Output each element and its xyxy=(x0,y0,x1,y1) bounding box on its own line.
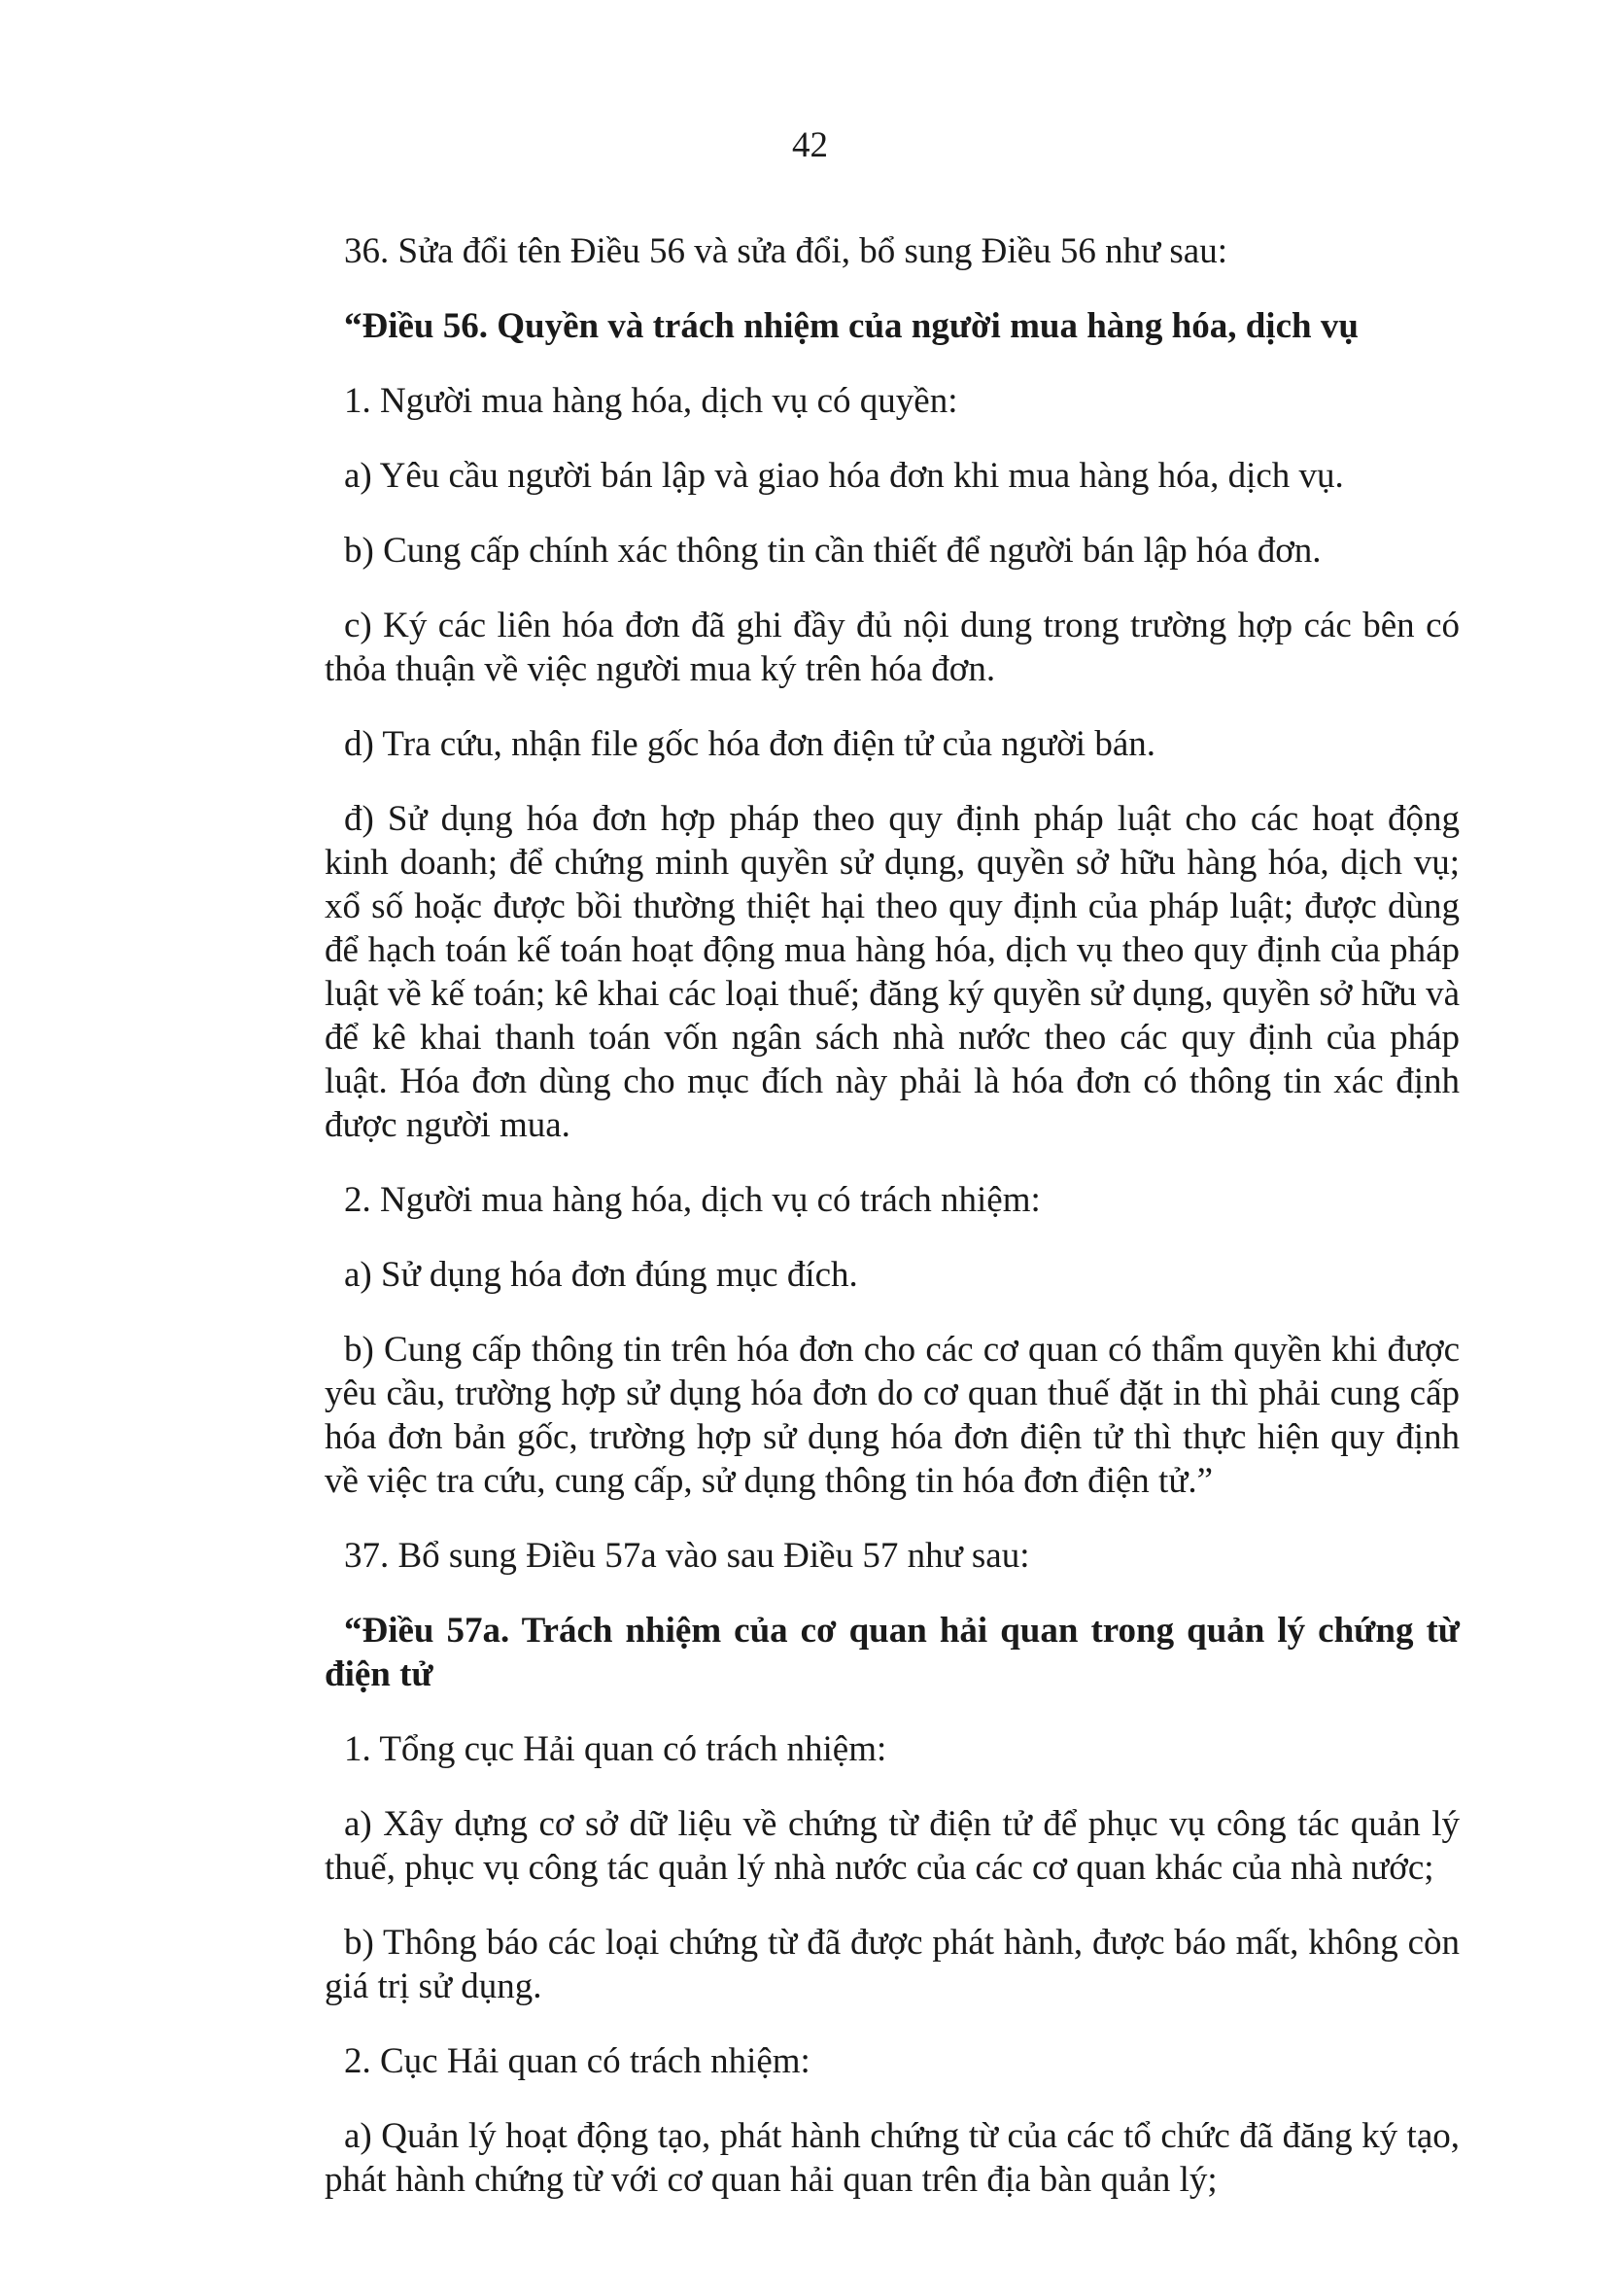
paragraph: b) Cung cấp chính xác thông tin cần thiết để người bán lập hóa đơn. xyxy=(344,531,1322,571)
paragraph: 37. Bổ sung Điều 57a vào sau Điều 57 như sau: xyxy=(344,1536,1030,1576)
paragraph: b) Thông báo các loại chứng từ đã được phát hành, được báo mất, không còn giá trị sử dụng. xyxy=(325,1923,1460,2006)
paragraph: a) Sử dụng hóa đơn đúng mục đích. xyxy=(344,1255,858,1295)
paragraph: đ) Sử dụng hóa đơn hợp pháp theo quy định pháp luật cho các hoạt động kinh doanh; để chứng minh quyền sử dụng, quyền sở hữu hàng hóa, dịch vụ; xổ số hoặc được bồi thường thiệt hại theo quy định của pháp luật; được dùng để hạch toán kế toán hoạt động mua hàng hóa, dịch vụ theo quy định của pháp luật về kế toán; kê khai các loại thuế; đăng ký quyền sử dụng, quyền sở hữu và để kê khai thanh toán vốn ngân sách nhà nước theo các quy định của pháp luật. Hóa đơn dùng cho mục đích này phải là hóa đơn có thông tin xác định được người mua. xyxy=(325,799,1460,1145)
paragraph: 1. Tổng cục Hải quan có trách nhiệm: xyxy=(344,1729,887,1769)
paragraph: 1. Người mua hàng hóa, dịch vụ có quyền: xyxy=(344,381,958,421)
paragraph: b) Cung cấp thông tin trên hóa đơn cho các cơ quan có thẩm quyền khi được yêu cầu, trường hợp sử dụng hóa đơn do cơ quan thuế đặt in thì phải cung cấp hóa đơn bản gốc, trường hợp sử dụng hóa đơn điện tử thì thực hiện quy định về việc tra cứu, cung cấp, sử dụng thông tin hóa đơn điện tử.” xyxy=(325,1330,1460,1501)
page-number: 42 xyxy=(792,125,828,165)
paragraph: a) Xây dựng cơ sở dữ liệu về chứng từ điện tử để phục vụ công tác quản lý thuế, phục vụ công tác quản lý nhà nước của các cơ quan khác của nhà nước; xyxy=(325,1804,1460,1888)
paragraph: a) Quản lý hoạt động tạo, phát hành chứng từ của các tổ chức đã đăng ký tạo, phát hành chứng từ với cơ quan hải quan trên địa bàn quản lý; xyxy=(325,2116,1460,2200)
paragraph: 2. Người mua hàng hóa, dịch vụ có trách nhiệm: xyxy=(344,1180,1041,1220)
paragraph: c) Ký các liên hóa đơn đã ghi đầy đủ nội dung trong trường hợp các bên có thỏa thuận về việc người mua ký trên hóa đơn. xyxy=(325,606,1460,689)
article-heading: “Điều 56. Quyền và trách nhiệm của người mua hàng hóa, dịch vụ xyxy=(344,306,1359,346)
article-heading: “Điều 57a. Trách nhiệm của cơ quan hải quan trong quản lý chứng từ điện tử xyxy=(325,1611,1460,1694)
paragraph: a) Yêu cầu người bán lập và giao hóa đơn khi mua hàng hóa, dịch vụ. xyxy=(344,456,1344,496)
paragraph: d) Tra cứu, nhận file gốc hóa đơn điện tử của người bán. xyxy=(344,724,1156,764)
paragraph: 2. Cục Hải quan có trách nhiệm: xyxy=(344,2041,810,2081)
paragraph: 36. Sửa đổi tên Điều 56 và sửa đổi, bổ sung Điều 56 như sau: xyxy=(344,231,1228,271)
document-body xyxy=(325,229,1460,2233)
